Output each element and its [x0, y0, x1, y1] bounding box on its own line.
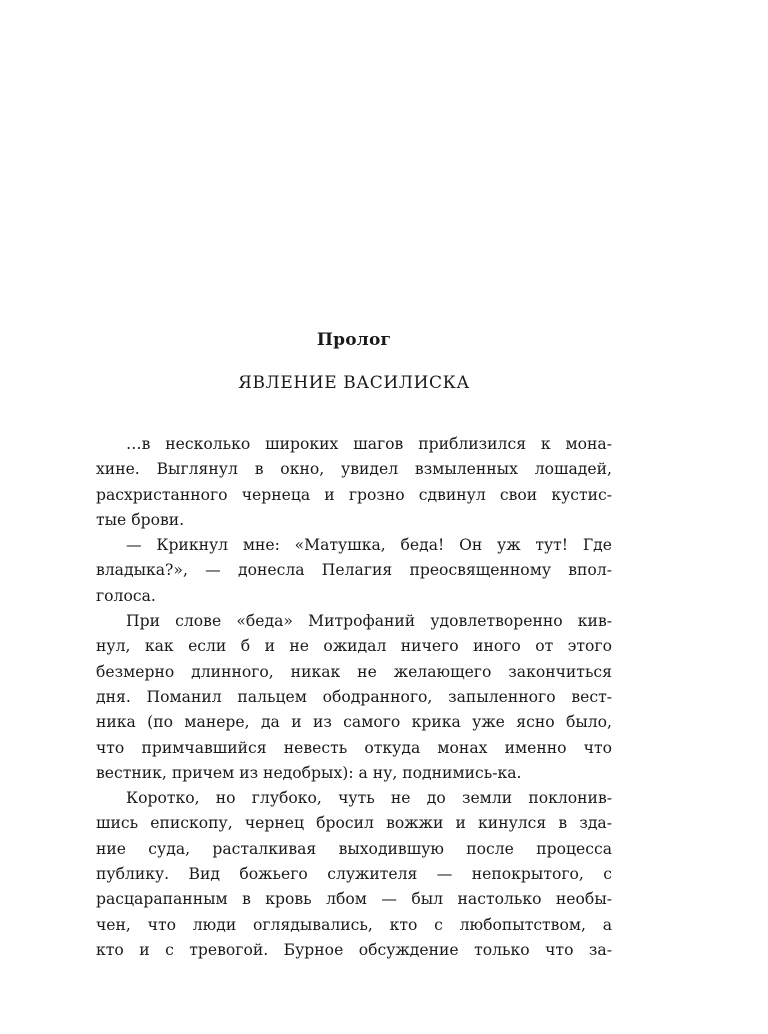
text-line: шись епископу, чернец бросил вожжи и кинулся в зда- — [96, 814, 612, 833]
text-line: ние суда, расталкивая выходившую после процесса — [96, 839, 612, 858]
text-line: хине. Выглянул в окно, увидел взмыленных лошадей, — [96, 460, 612, 479]
text-line: тые брови. — [96, 510, 185, 529]
text-line: Коротко, но глубоко, чуть не до земли поклонив- — [126, 789, 612, 808]
text-line: …в несколько широких шагов приблизился к мона- — [126, 435, 612, 453]
body-text — [96, 432, 612, 963]
text-line: расхристанного чернеца и грозно сдвинул свои кустис- — [96, 485, 612, 504]
text-line: безмерно длинного, никак не желающего закончиться — [96, 662, 612, 681]
text-line: При слове «беда» Митрофаний удовлетворенно кив- — [126, 612, 612, 631]
text-line: что примчавшийся невесть откуда монах именно что — [96, 738, 612, 757]
text-line: дня. Поманил пальцем ободранного, запыленного вест- — [96, 687, 612, 706]
text-line: публику. Вид божьего служителя — непокрытого, с — [96, 865, 612, 884]
chapter-title: ЯВЛЕНИЕ ВАСИЛИСКА — [238, 373, 470, 393]
chapter-label: Пролог — [316, 330, 392, 350]
text-line: вестник, причем из недобрых): а ну, поднимись-ка. — [96, 763, 522, 782]
text-line: ника (по манере, да и из самого крика уже ясно было, — [96, 713, 612, 732]
text-line: — Крикнул мне: «Матушка, беда! Он уж тут! Где — [126, 536, 612, 555]
text-line: чен, что люди оглядывались, кто с любопытством, а — [96, 915, 612, 934]
text-line: владыка?», — донесла Пелагия преосвященному впол- — [96, 561, 612, 580]
text-line: нул, как если б и не ожидал ничего иного от этого — [96, 637, 612, 656]
text-line: расцарапанным в кровь лбом — был настолько необы- — [96, 890, 612, 909]
text-line: кто и с тревогой. Бурное обсуждение только что за- — [96, 940, 612, 959]
text-line: голоса. — [96, 586, 156, 605]
